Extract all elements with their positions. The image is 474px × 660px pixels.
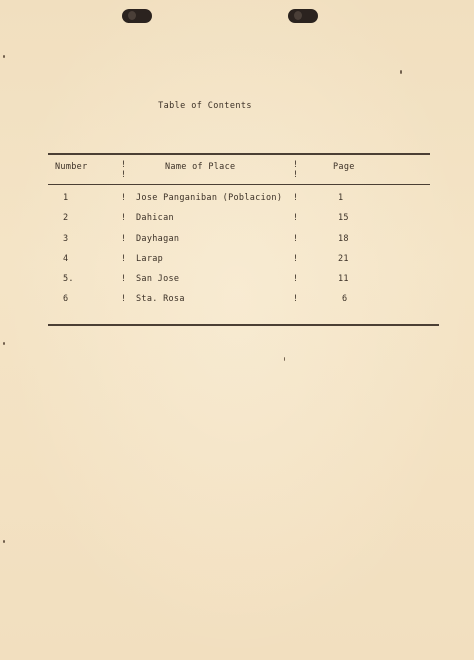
paper-speck xyxy=(3,540,5,543)
row-separator: ! xyxy=(293,294,299,304)
row-place-name: Dayhagan xyxy=(136,234,180,244)
row-place-name: San Jose xyxy=(136,274,180,284)
row-separator: ! xyxy=(121,254,127,264)
header-separator: ! xyxy=(121,160,127,170)
row-page: 11 xyxy=(338,274,349,284)
paper-speck xyxy=(400,70,402,74)
table-bottom-rule xyxy=(48,324,439,326)
punch-hole-right xyxy=(288,9,318,23)
row-separator: ! xyxy=(293,274,299,284)
row-page: 6 xyxy=(342,294,348,304)
row-separator: ! xyxy=(293,213,299,223)
punch-hole-left xyxy=(122,9,152,23)
row-separator: ! xyxy=(293,193,299,203)
row-separator: ! xyxy=(293,254,299,264)
row-place-name: Sta. Rosa xyxy=(136,294,185,304)
header-separator: ! xyxy=(293,170,299,180)
row-number: 1 xyxy=(63,193,69,203)
row-place-name: Larap xyxy=(136,254,164,264)
table-header-rule xyxy=(48,184,430,185)
header-separator: ! xyxy=(121,170,127,180)
column-header-name: Name of Place xyxy=(165,162,236,172)
column-header-number: Number xyxy=(55,162,88,172)
row-page: 21 xyxy=(338,254,349,264)
paper-speck xyxy=(284,357,285,361)
page-title: Table of Contents xyxy=(158,101,252,111)
paper-speck xyxy=(3,55,5,58)
row-page: 18 xyxy=(338,234,349,244)
row-separator: ! xyxy=(121,234,127,244)
header-separator: ! xyxy=(293,160,299,170)
row-separator: ! xyxy=(121,193,127,203)
row-place-name: Dahican xyxy=(136,213,174,223)
column-header-page: Page xyxy=(333,162,355,172)
row-separator: ! xyxy=(121,294,127,304)
row-place-name: Jose Panganiban (Poblacion) xyxy=(136,193,283,203)
table-top-rule xyxy=(48,153,430,155)
paper-speck xyxy=(3,342,5,345)
row-separator: ! xyxy=(293,234,299,244)
row-number: 2 xyxy=(63,213,69,223)
row-page: 1 xyxy=(338,193,344,203)
row-number: 4 xyxy=(63,254,69,264)
row-separator: ! xyxy=(121,213,127,223)
row-separator: ! xyxy=(121,274,127,284)
row-number: 3 xyxy=(63,234,69,244)
row-page: 15 xyxy=(338,213,349,223)
row-number: 5. xyxy=(63,274,74,284)
row-number: 6 xyxy=(63,294,69,304)
